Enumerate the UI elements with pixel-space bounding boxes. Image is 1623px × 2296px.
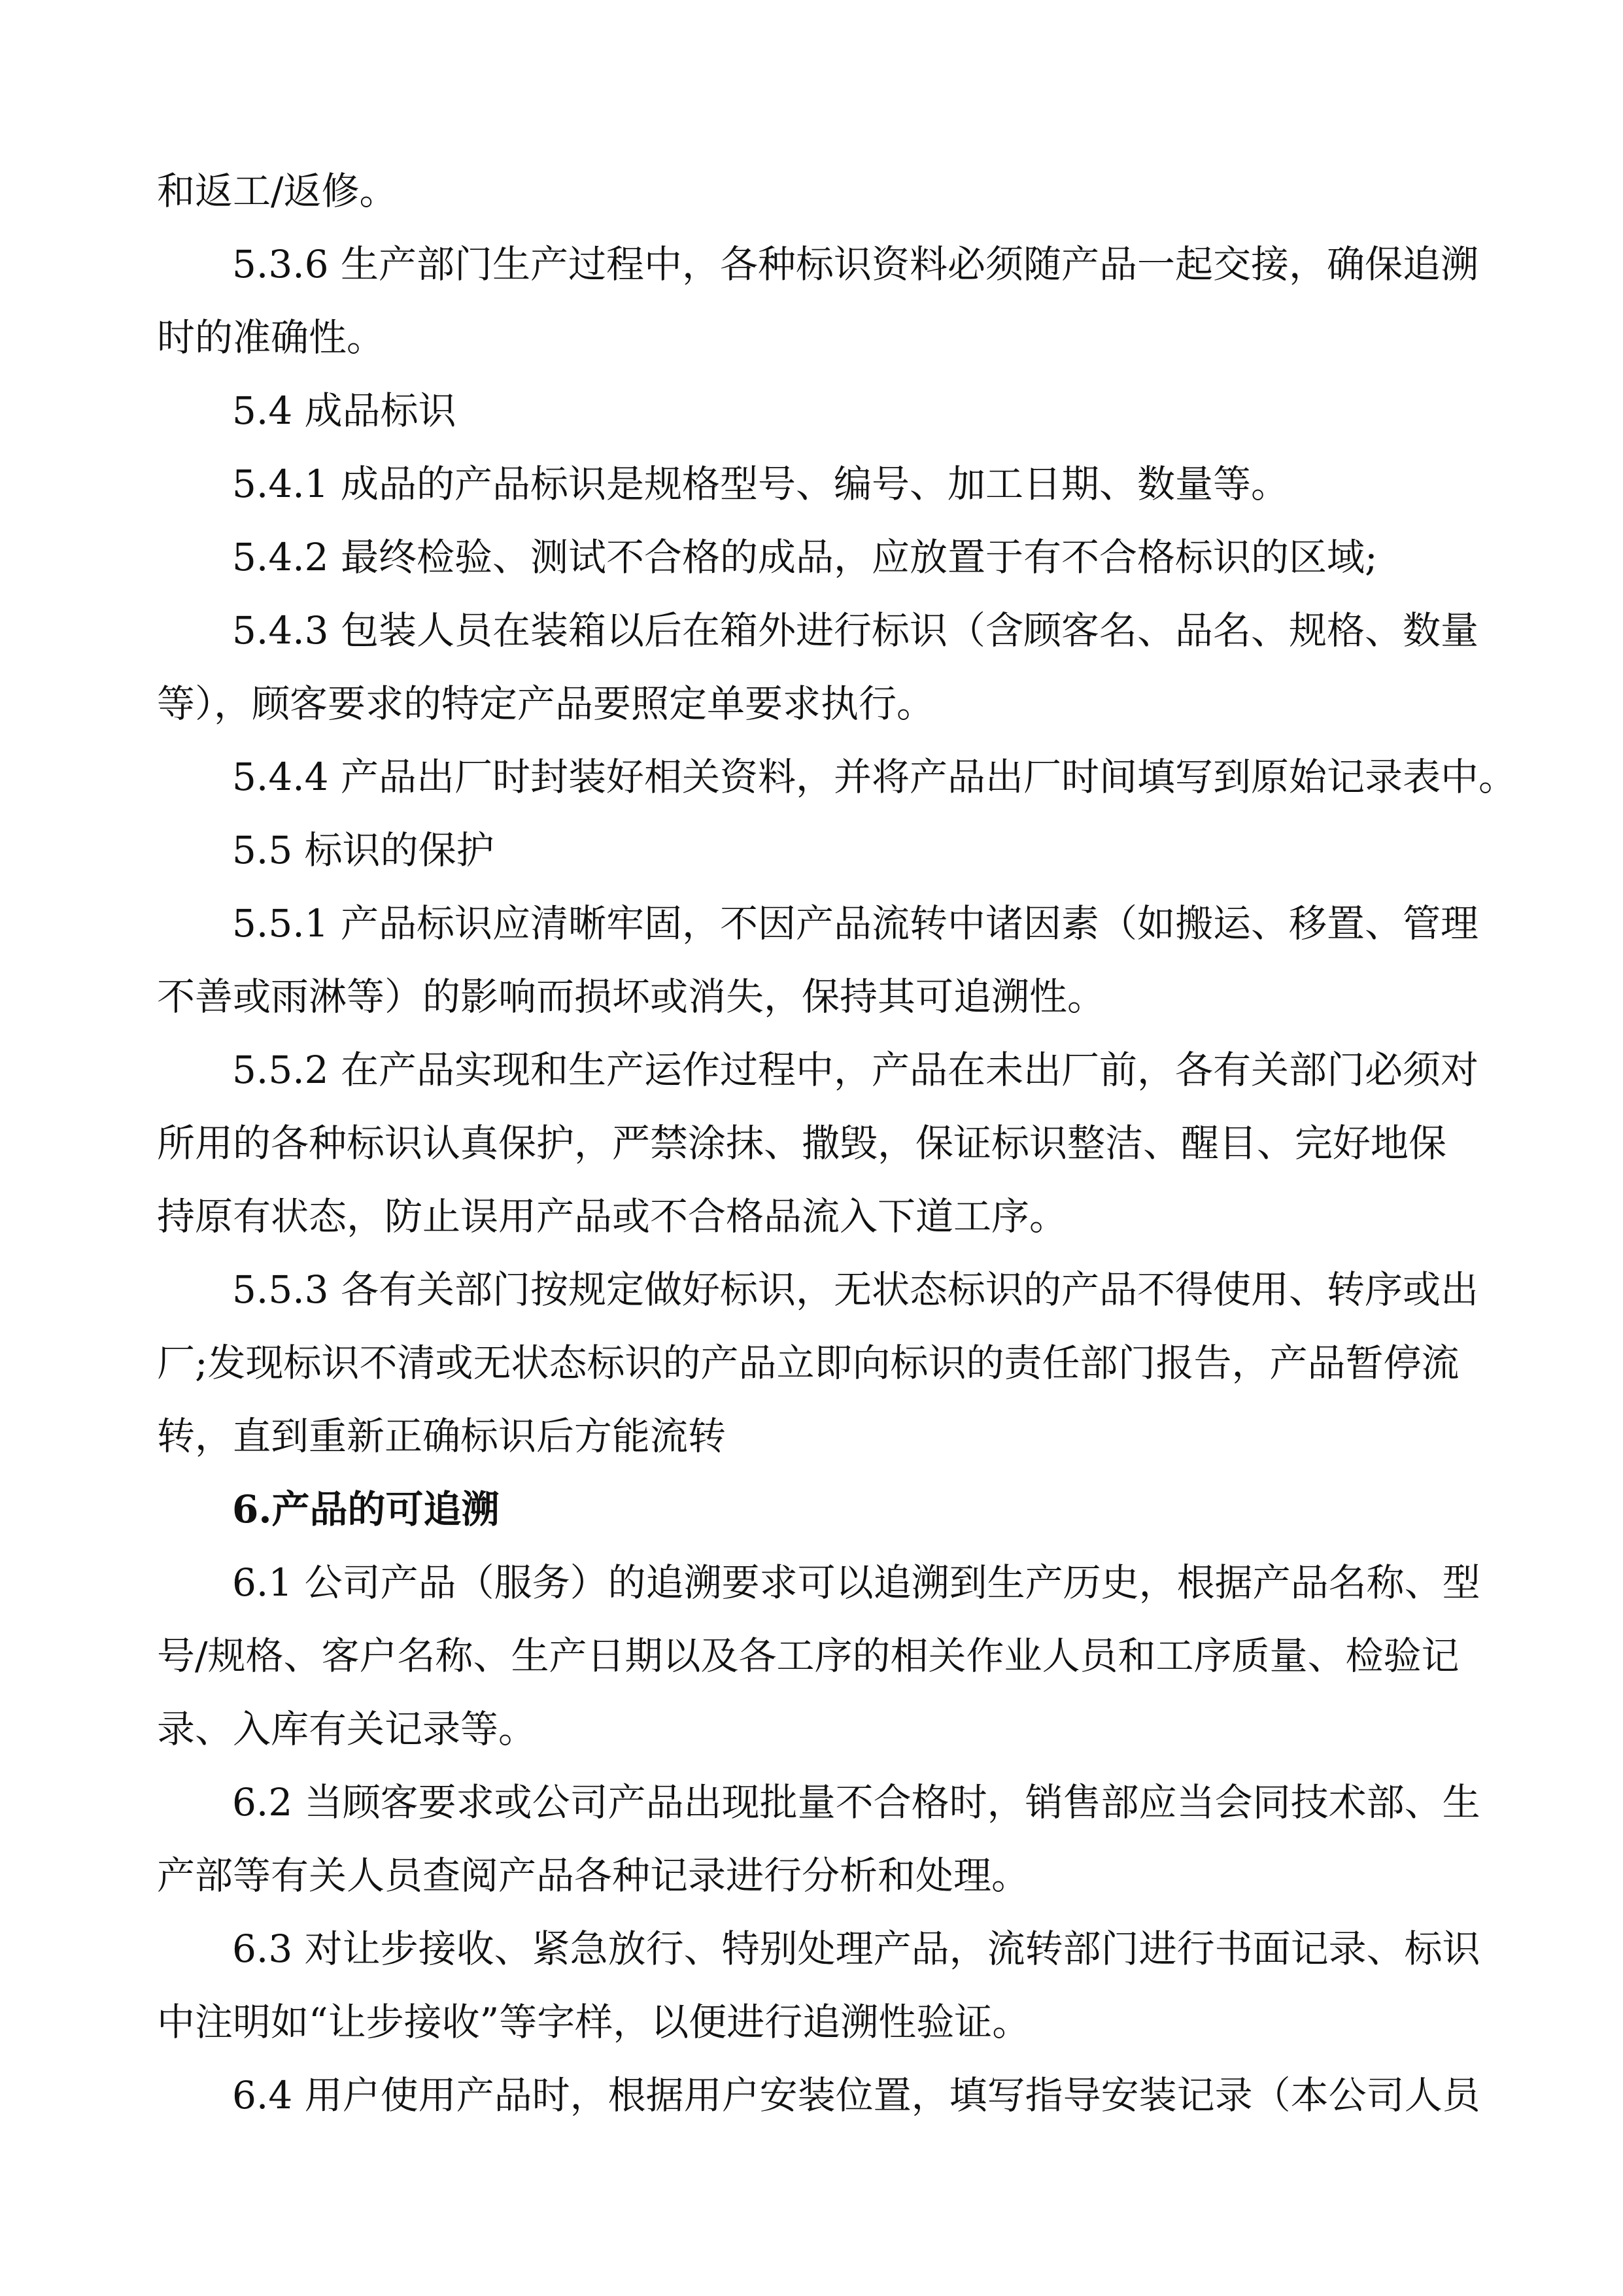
text-line: 6.1 公司产品（服务）的追溯要求可以追溯到生产历史，根据产品名称、型 xyxy=(232,1560,1480,1605)
text-line: 时的准确性。 xyxy=(157,315,385,360)
text-line: 号/规格、客户名称、生产日期以及各工序的相关作业人员和工序质量、检验记 xyxy=(157,1634,1460,1678)
text-line: 5.4.4 产品出厂时封装好相关资料，并将产品出厂时间填写到原始记录表中。 xyxy=(232,755,1517,799)
text-line: 5.5.3 各有关部门按规定做好标识，无状态标识的产品不得使用、转序或出 xyxy=(232,1267,1479,1312)
text-line: 产部等有关人员查阅产品各种记录进行分析和处理。 xyxy=(157,1853,1030,1898)
text-line: 5.5.1 产品标识应清晰牢固，不因产品流转中诸因素（如搬运、移置、管理 xyxy=(232,901,1479,946)
text-line: 5.3.6 生产部门生产过程中，各种标识资料必须随产品一起交接，确保追溯 xyxy=(232,242,1479,286)
text-line: 5.4.1 成品的产品标识是规格型号、编号、加工日期、数量等。 xyxy=(232,462,1290,506)
text-line: 5.4.2 最终检验、测试不合格的成品，应放置于有不合格标识的区域; xyxy=(232,535,1378,579)
section-heading-6: 6.产品的可追溯 xyxy=(232,1487,500,1532)
text-line: 6.3 对让步接收、紧急放行、特别处理产品，流转部门进行书面记录、标识 xyxy=(232,1927,1480,1971)
text-line: 5.5.2 在产品实现和生产运作过程中，产品在未出厂前，各有关部门必须对 xyxy=(232,1048,1479,1092)
text-line: 厂;发现标识不清或无状态标识的产品立即向标识的责任部门报告，产品暂停流 xyxy=(157,1341,1460,1385)
text-line: 6.2 当顾客要求或公司产品出现批量不合格时，销售部应当会同技术部、生 xyxy=(232,1780,1480,1825)
section-heading-5-5: 5.5 标识的保护 xyxy=(232,828,494,872)
text-line: 所用的各种标识认真保护，严禁涂抹、撒毁，保证标识整洁、醒目、完好地保 xyxy=(157,1121,1447,1165)
document-body xyxy=(157,154,1517,2132)
text-line: 持原有状态，防止误用产品或不合格品流入下道工序。 xyxy=(157,1194,1068,1239)
text-line: 不善或雨淋等）的影响而损坏或消失，保持其可追溯性。 xyxy=(157,974,1106,1019)
text-line: 中注明如“让步接收”等字样，以便进行追溯性验证。 xyxy=(157,2000,1031,2044)
text-line: 和返工/返修。 xyxy=(157,169,398,213)
text-line: 转，直到重新正确标识后方能流转 xyxy=(157,1414,726,1458)
text-line: 录、入库有关记录等。 xyxy=(157,1707,537,1751)
text-line: 6.4 用户使用产品时，根据用户安装位置，填写指导安装记录（本公司人员 xyxy=(232,2073,1480,2117)
text-line: 等），顾客要求的特定产品要照定单要求执行。 xyxy=(157,681,935,726)
section-heading-5-4: 5.4 成品标识 xyxy=(232,388,456,433)
text-line: 5.4.3 包装人员在装箱以后在箱外进行标识（含顾客名、品名、规格、数量 xyxy=(232,608,1479,653)
